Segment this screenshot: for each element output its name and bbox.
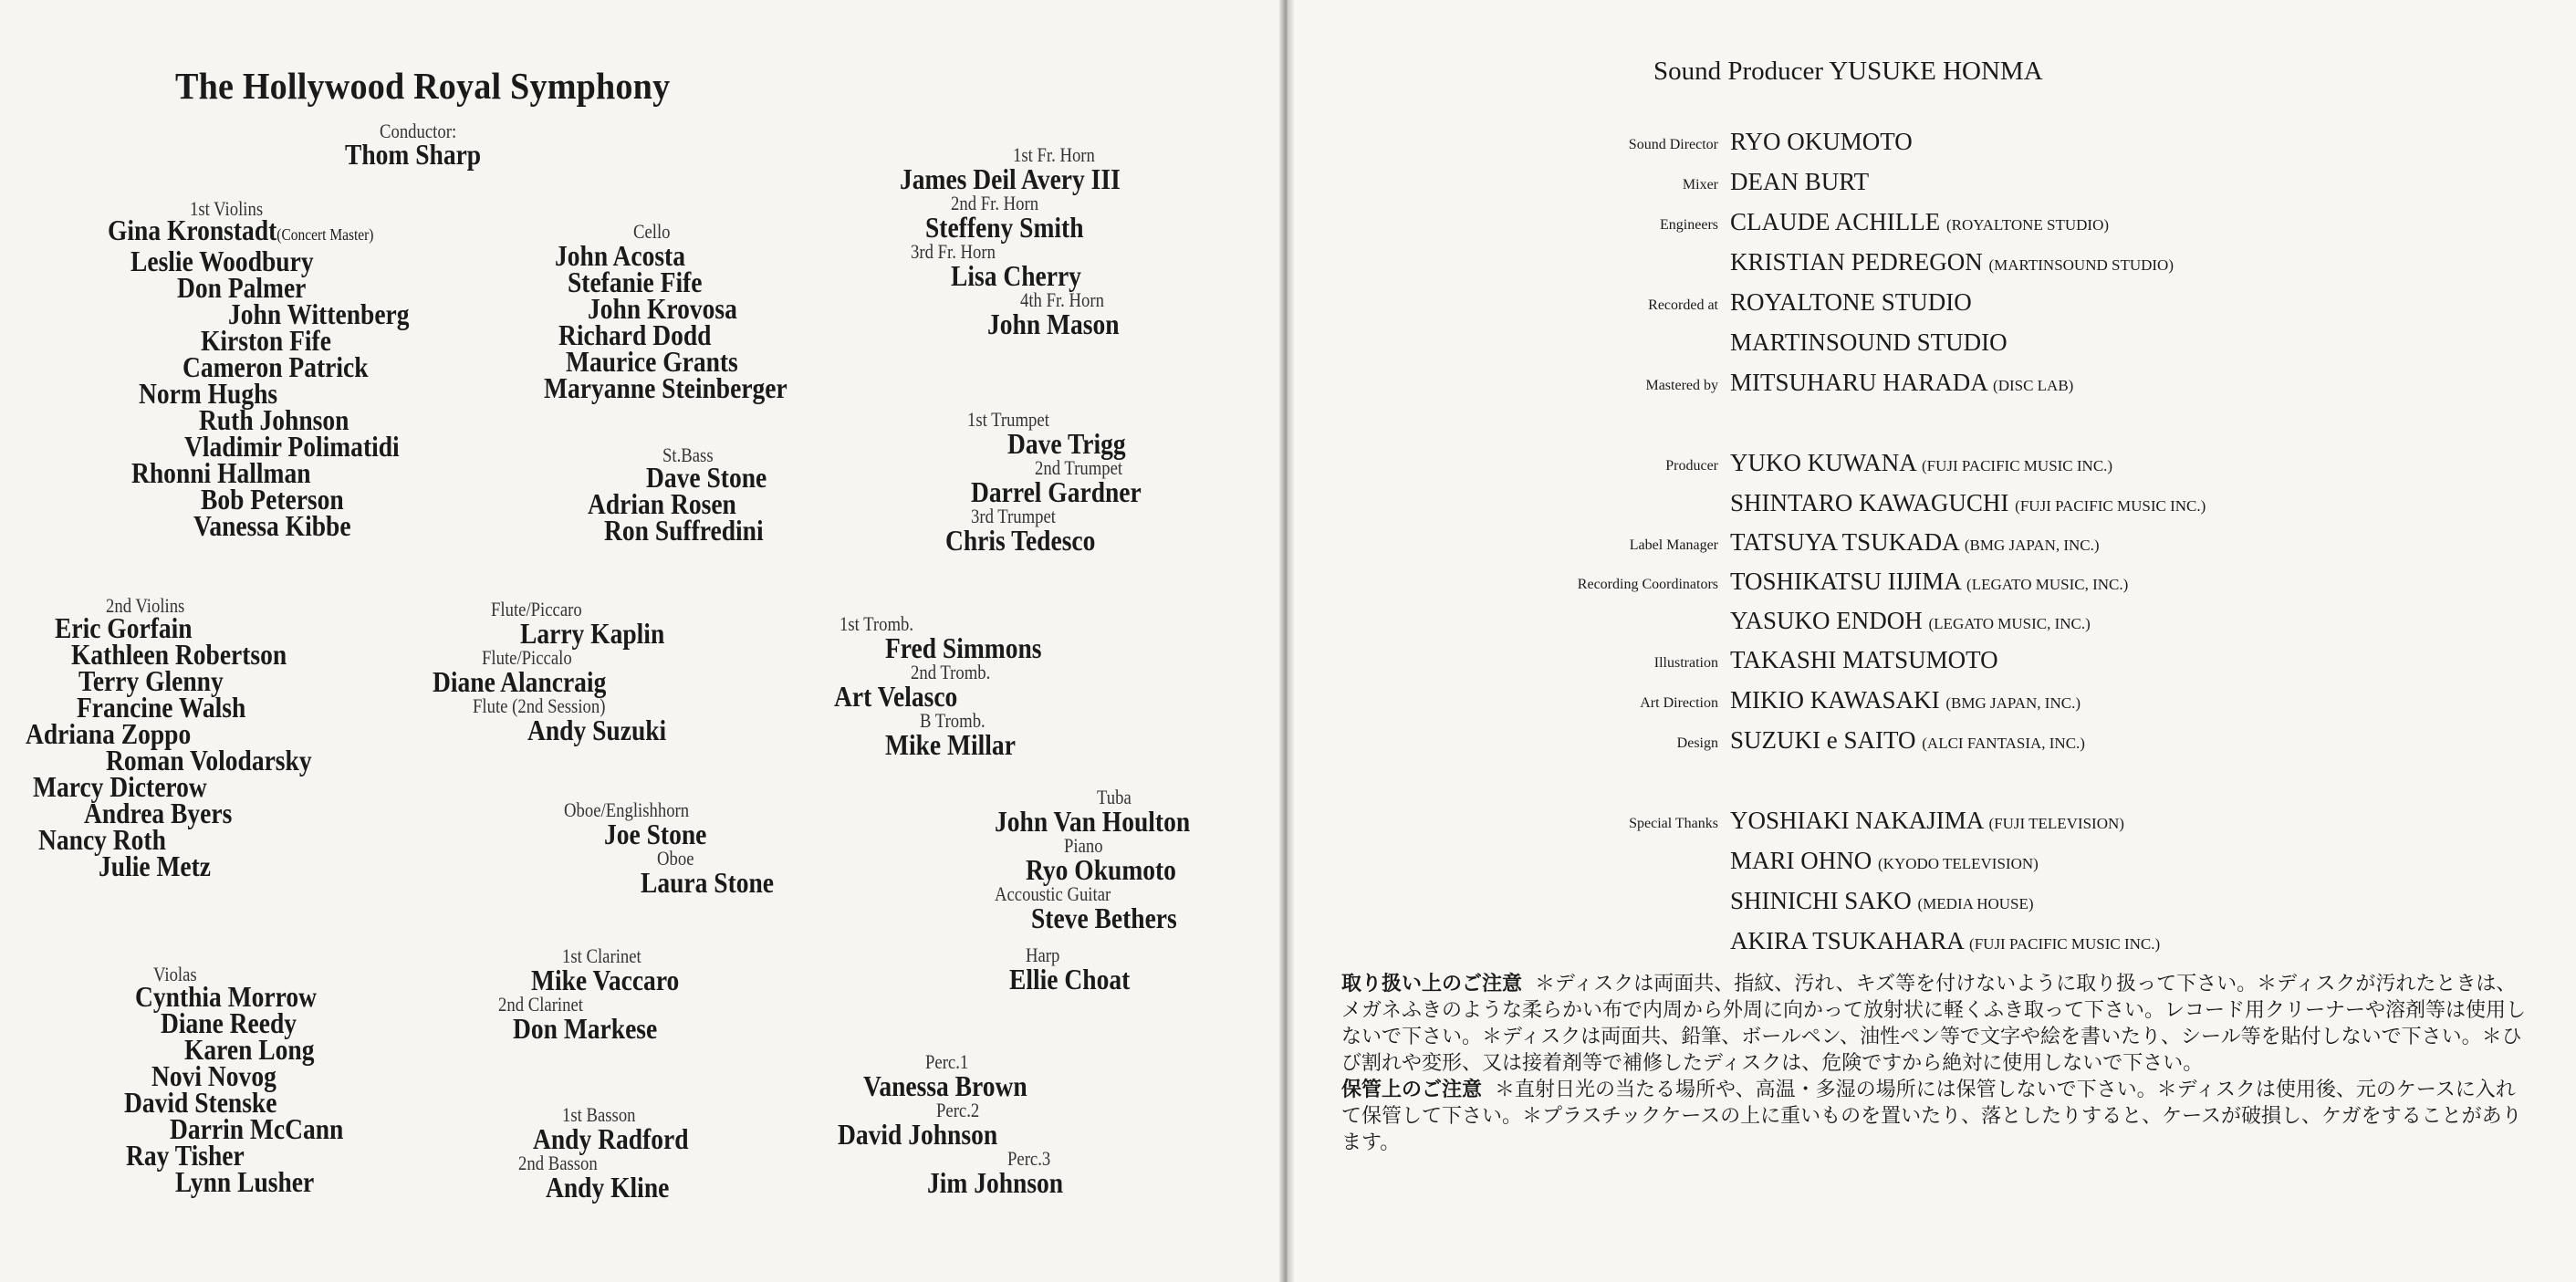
- credit-row: [0, 686, 2576, 723]
- perc-label: Perc.2: [936, 1099, 980, 1121]
- bass-member: Adrian Rosen: [588, 487, 736, 520]
- trombone-player: Fred Simmons: [885, 631, 1042, 664]
- first-violin-member: Kirston Fife: [201, 324, 331, 357]
- credit-person: KRISTIAN PEDREGON: [1730, 248, 1983, 276]
- credit-row: [0, 847, 2576, 886]
- credit-row: [0, 208, 2576, 245]
- credit-role: Special Thanks: [1629, 816, 1718, 831]
- horn-player: John Mason: [987, 307, 1120, 340]
- bassoon-label: 1st Basson: [562, 1103, 636, 1126]
- credit-person: SUZUKI e SAITO: [1730, 726, 1916, 754]
- horn-label: 4th Fr. Horn: [1020, 288, 1104, 311]
- credit-role: Label Manager: [1629, 537, 1718, 553]
- horn-label: 3rd Fr. Horn: [911, 240, 996, 263]
- second-violin-member: Julie Metz: [99, 849, 212, 882]
- credit-name: [1730, 887, 2034, 915]
- viola-member: Diane Reedy: [161, 1006, 297, 1039]
- credit-row: [0, 449, 2576, 489]
- trumpet-player: Darrel Gardner: [971, 475, 1142, 508]
- oboe-player: Laura Stone: [641, 866, 775, 899]
- first-violin-member: Vladimir Polimatidi: [184, 430, 400, 463]
- credit-role: Art Direction: [1640, 695, 1718, 711]
- credit-row: [0, 369, 2576, 410]
- handling-notice: [1341, 971, 2535, 1077]
- credit-row: [0, 887, 2576, 923]
- instrument-player: Ellie Choat: [1009, 963, 1131, 995]
- flute-label: Flute/Piccaro: [491, 598, 582, 620]
- first-violin-member: Leslie Woodbury: [130, 245, 314, 277]
- credit-person: MARI OHNO: [1730, 847, 1872, 874]
- horn-player: Lisa Cherry: [951, 259, 1081, 292]
- credit-person: TOSHIKATSU IIJIMA: [1730, 568, 1961, 595]
- cello-member: Maryanne Steinberger: [544, 371, 787, 404]
- first-violin-member: Bob Peterson: [201, 483, 344, 516]
- clarinet-label: 2nd Clarinet: [498, 993, 583, 1016]
- handling-text: ＊ディスクは両面共、指紋、汚れ、キズ等を付けないように取り扱って下さい。＊ディスクが汚れたときは、メガネふきのような柔らかい布で内周から外周に向かって放射状に軽くふき取って下さい。レコード用クリーナーや溶剤等は使用しないで下さい。＊ディスクは両面共、鉛筆、ボールペン、油性ペン等で文字や絵を書いたり、シール等を貼付しないで下さい。＊ひび割れや変形、又は接着剤等で補修したディスクは、危険ですから絶対に使用しないで下さい。: [1341, 973, 2527, 1075]
- credit-person: MITSUHARU HARADA: [1730, 369, 1987, 396]
- horn-label: 2nd Fr. Horn: [951, 192, 1039, 214]
- second-violin-member: Nancy Roth: [38, 823, 166, 856]
- credit-org: (ROYALTONE STUDIO): [1945, 216, 2110, 234]
- viola-member: Cynthia Morrow: [135, 980, 317, 1013]
- storage-notice: [1341, 1077, 2535, 1156]
- handling-heading: 取り扱い上のご注意: [1341, 973, 1523, 995]
- credit-person: YASUKO ENDOH: [1730, 607, 1923, 634]
- credit-row: [0, 646, 2576, 683]
- credit-org: (BMG JAPAN, INC.): [1964, 537, 2100, 554]
- second-violin-member: Terry Glenny: [78, 664, 224, 697]
- credit-role: Illustration: [1653, 655, 1718, 671]
- instrument-player: Steve Bethers: [1031, 902, 1177, 934]
- credit-row: [0, 245, 2576, 285]
- credit-person: MARTINSOUND STUDIO: [1730, 328, 2008, 356]
- second-violin-member: Marcy Dicterow: [33, 770, 207, 803]
- instrument-label: Harp: [1026, 943, 1060, 966]
- credit-name: [1730, 128, 1913, 156]
- credit-row: [0, 607, 2576, 643]
- credit-name: [1730, 449, 2112, 477]
- conductor-name: Thom Sharp: [345, 138, 482, 171]
- credit-org: (FUJI TELEVISION): [1988, 815, 2124, 832]
- credit-row: [0, 324, 2576, 365]
- perc-player: Jim Johnson: [927, 1166, 1064, 1199]
- credit-person: SHINICHI SAKO: [1730, 887, 1912, 914]
- clarinet-label: 1st Clarinet: [562, 944, 641, 967]
- instrument-player: John Van Houlton: [995, 805, 1191, 838]
- concert-master-name: Gina Kronstadt: [108, 214, 277, 246]
- instrument-label: Accoustic Guitar: [995, 882, 1111, 905]
- viola-member: Ray Tisher: [126, 1139, 245, 1172]
- credit-org: (BMG JAPAN, INC.): [1945, 694, 2081, 712]
- oboe-label: Oboe: [657, 847, 694, 870]
- credit-role: Producer: [1665, 458, 1718, 474]
- credit-org: (LEGATO MUSIC, INC.): [1966, 576, 2129, 593]
- credit-org: (DISC LAB): [1993, 377, 2074, 394]
- second-violin-member: Adriana Zoppo: [26, 717, 192, 750]
- first-violin-member: Norm Hughs: [139, 377, 278, 410]
- credit-row: [0, 568, 2576, 604]
- credit-row: [0, 927, 2576, 964]
- horn-label: 1st Fr. Horn: [1013, 143, 1095, 166]
- credit-role: Recording Coordinators: [1577, 577, 1718, 592]
- credit-role: Mixer: [1682, 177, 1718, 193]
- first-violin-member: Rhonni Hallman: [131, 456, 311, 489]
- viola-member: Novi Novog: [151, 1059, 276, 1092]
- perc-label: Perc.1: [925, 1050, 969, 1073]
- perc-label: Perc.3: [1007, 1147, 1051, 1170]
- instrument-player: Ryo Okumoto: [1026, 853, 1176, 886]
- storage-heading: 保管上のご注意: [1341, 1079, 1483, 1101]
- disc-care-notice: [1341, 971, 2535, 1156]
- credit-role: Sound Director: [1628, 137, 1718, 152]
- cello-member: John Krovosa: [588, 292, 737, 325]
- credit-role: Recorded at: [1648, 297, 1718, 313]
- credit-name: [1730, 646, 1998, 674]
- perc-player: David Johnson: [838, 1118, 998, 1151]
- perc-player: Vanessa Brown: [863, 1069, 1027, 1102]
- credit-name: [1730, 847, 2039, 875]
- credit-role: Engineers: [1660, 217, 1718, 233]
- second-violin-member: Francine Walsh: [77, 691, 246, 724]
- trombone-label: B Tromb.: [920, 709, 986, 732]
- cello-member: Maurice Grants: [566, 345, 738, 378]
- bassoon-player: Andy Radford: [533, 1122, 689, 1155]
- credit-person: MIKIO KAWASAKI: [1730, 686, 1940, 714]
- credit-name: [1730, 528, 2100, 557]
- viola-member: David Stenske: [124, 1086, 277, 1119]
- credit-name: [1730, 168, 1869, 196]
- viola-member: Karen Long: [184, 1033, 315, 1066]
- credit-name: [1730, 288, 1972, 317]
- oboe-label: Oboe/Englishhorn: [564, 798, 690, 821]
- flute-player: Andy Suzuki: [527, 714, 667, 746]
- instrument-label: Tuba: [1097, 786, 1132, 808]
- second-violins-label: 2nd Violins: [106, 594, 185, 617]
- credit-name: [1730, 489, 2206, 517]
- credit-role: Mastered by: [1645, 378, 1718, 393]
- credit-row: [0, 128, 2576, 164]
- first-violin-member: Vanessa Kibbe: [193, 509, 351, 542]
- concert-master-note: (Concert Master): [276, 225, 374, 244]
- cello-member: John Acosta: [555, 239, 685, 272]
- credit-person: SHINTARO KAWAGUCHI: [1730, 489, 2009, 516]
- credit-name: [1730, 726, 2085, 755]
- trombone-label: 1st Tromb.: [840, 612, 914, 635]
- oboe-player: Joe Stone: [604, 818, 707, 850]
- bassoons: [518, 1103, 714, 1204]
- credit-role: Design: [1676, 735, 1718, 751]
- clarinet-player: Don Markese: [513, 1012, 658, 1045]
- credit-name: [1730, 208, 2109, 236]
- storage-text: ＊直射日光の当たる場所や、高温・多湿の場所には保管しないで下さい。＊ディスクは使用後、元のケースに入れて保管して下さい。＊プラスチックケースの上に重いものを置いたり、落としたりすると、ケースが破損し、ケガをすることがあります。: [1341, 1079, 2522, 1154]
- trombone-player: Mike Millar: [885, 728, 1016, 761]
- trombone-label: 2nd Tromb.: [911, 661, 991, 683]
- cello-label: Cello: [633, 220, 671, 243]
- credit-person: ROYALTONE STUDIO: [1730, 288, 1972, 316]
- credit-name: [1730, 927, 2160, 955]
- credit-person: DEAN BURT: [1730, 168, 1870, 195]
- horn-player: James Deil Avery III: [900, 162, 1121, 195]
- cello-member: Richard Dodd: [558, 318, 712, 351]
- orchestra-title: The Hollywood Royal Symphony: [175, 65, 671, 107]
- trumpet-label: 1st Trumpet: [967, 408, 1049, 431]
- conductor-label: Conductor:: [380, 120, 457, 142]
- cello-member: Stefanie Fife: [568, 266, 703, 298]
- credit-org: (FUJI PACIFIC MUSIC INC.): [1969, 935, 2161, 953]
- credit-org: (MEDIA HOUSE): [1917, 895, 2034, 912]
- credit-org: (MARTINSOUND STUDIO): [1988, 256, 2174, 274]
- bass-label: St.Bass: [662, 443, 714, 466]
- bass-member: Ron Suffredini: [604, 514, 764, 547]
- first-violin-member: John Wittenberg: [228, 297, 410, 330]
- bassoon-label: 2nd Basson: [518, 1152, 598, 1174]
- credit-name: [1730, 248, 2174, 276]
- horn-player: Steffeny Smith: [925, 211, 1084, 244]
- violas: [124, 980, 371, 1198]
- second-violin-member: Roman Volodarsky: [106, 744, 312, 776]
- credit-row: [0, 726, 2576, 763]
- credit-person: CLAUDE ACHILLE: [1730, 208, 1941, 235]
- first-violin-member: Ruth Johnson: [199, 403, 349, 436]
- credit-org: (LEGATO MUSIC, INC.): [1928, 615, 2091, 632]
- credit-person: RYO OKUMOTO: [1730, 128, 1913, 155]
- viola-member: Darrin McCann: [170, 1112, 344, 1145]
- flute-label: Flute (2nd Session): [473, 694, 606, 717]
- trumpet-label: 2nd Trumpet: [1035, 456, 1123, 479]
- bassoon-player: Andy Kline: [546, 1171, 670, 1204]
- credit-name: [1730, 807, 2124, 835]
- credit-person: TATSUYA TSUKADA: [1730, 528, 1959, 556]
- second-violin-member: Kathleen Robertson: [71, 638, 287, 671]
- credit-org: (FUJI PACIFIC MUSIC INC.): [1922, 457, 2113, 474]
- flute-label: Flute/Piccalo: [482, 646, 572, 669]
- credit-person: YOSHIAKI NAKAJIMA: [1730, 807, 1983, 834]
- percussion: [838, 1050, 1085, 1199]
- credit-row: [0, 807, 2576, 843]
- bass-member: Dave Stone: [646, 461, 767, 494]
- credit-org: (FUJI PACIFIC MUSIC INC.): [2015, 497, 2206, 515]
- credit-person: YUKO KUWANA: [1730, 449, 1916, 476]
- credit-row: [0, 162, 2576, 204]
- credit-row: [0, 288, 2576, 325]
- credit-name: [1730, 369, 2073, 397]
- credit-name: [1730, 686, 2081, 714]
- violas-label: Violas: [153, 963, 197, 985]
- credit-name: [1730, 328, 2008, 357]
- trumpet-label: 3rd Trumpet: [971, 505, 1057, 527]
- credit-name: [1730, 607, 2091, 635]
- first-violins-label: 1st Violins: [190, 197, 264, 220]
- viola-member: Lynn Lusher: [175, 1165, 315, 1198]
- trumpet-player: Chris Tedesco: [945, 524, 1096, 557]
- flute-player: Larry Kaplin: [520, 617, 665, 650]
- instrument-label: Piano: [1064, 834, 1103, 857]
- first-violin-member: Don Palmer: [177, 271, 307, 304]
- credit-row: [0, 489, 2576, 526]
- first-violin-member: Cameron Patrick: [183, 350, 369, 383]
- second-violin-member: Andrea Byers: [84, 797, 233, 829]
- trombone-player: Art Velasco: [834, 680, 958, 713]
- second-violin-member: Eric Gorfain: [55, 611, 193, 644]
- credit-name: [1730, 568, 2128, 596]
- credit-org: (KYODO TELEVISION): [1878, 855, 2039, 872]
- credit-person: AKIRA TSUKAHARA: [1730, 927, 1964, 954]
- flute-player: Diane Alancraig: [433, 665, 607, 698]
- sound-producer: Sound Producer YUSUKE HONMA: [1653, 57, 2043, 86]
- credit-person: TAKASHI MATSUMOTO: [1730, 646, 1998, 673]
- trumpet-player: Dave Trigg: [1007, 427, 1126, 460]
- clarinet-player: Mike Vaccaro: [531, 964, 680, 996]
- credit-org: (ALCI FANTASIA, INC.): [1922, 735, 2085, 752]
